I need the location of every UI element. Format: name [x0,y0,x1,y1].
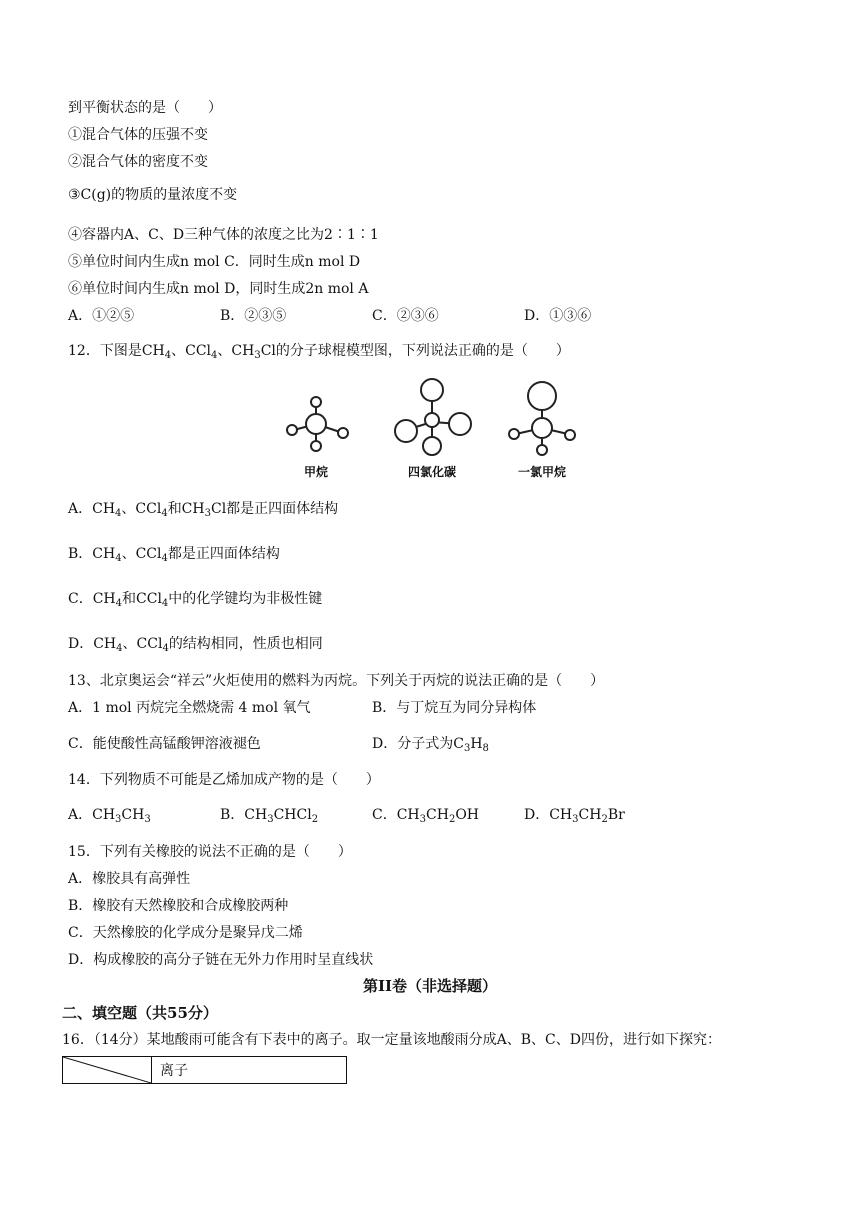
q14-option-b: B．$CH_3CHCl_2$ [220,807,319,825]
q15-option-d: D．构成橡胶的高分子链在无外力作用时呈直线状 [68,952,374,968]
methane-model [287,397,348,451]
q15-option-a: A．橡胶具有高弹性 [68,871,191,887]
ion-table [62,1056,347,1084]
q16-stem: 16．（14分）某地酸雨可能含有下表中的离子。取一定量该地酸雨分成A、B、C、D四份，进行如下探究： [62,1032,721,1048]
q15-option-c: C．天然橡胶的化学成分是聚异戊二烯 [68,925,303,941]
part2-title: 第II卷（非选择题） [362,977,498,995]
q12-option-a: A．$CH_4$、CCl$_4$和$CH_3Cl$都是正四面体结构 [68,501,339,519]
q14-option-d: D．$CH_3CH_2Br$ [524,807,625,825]
q11-item-4: ④容器内A、C、D三种气体的浓度之比为2∶1∶1 [68,227,379,243]
ch3cl-label: 一氯甲烷 [517,465,567,479]
q14-stem: 14．下列物质不可能是乙烯加成产物的是（ ） [68,772,380,788]
q14-option-a: A．$CH_3CH_3$ [68,807,151,825]
q11-option-a: A．①②⑤ [68,308,135,324]
q15-option-b: B．橡胶有天然橡胶和合成橡胶两种 [68,898,289,914]
ion-table-diagonal-cell [63,1057,152,1084]
q11-item-2: ②混合气体的密度不变 [68,154,208,170]
methane-label: 甲烷 [303,465,329,479]
q14-option-c: C．$CH_3CH_2OH$ [372,807,479,825]
section2-heading: 二、填空题（共55分） [62,1004,218,1022]
q11-option-b: B．②③⑤ [220,308,287,324]
q13-option-a: A．1 mol 丙烷完全燃烧需 4 mol 氧气 [68,700,311,716]
q13-option-b: B．与丁烷互为同分异构体 [372,700,537,716]
q12-option-c: C．$CH_4$和CCl$_4$中的化学键均为非极性键 [68,591,323,609]
ch3cl-model [509,382,575,455]
q11-stem-tail: 到平衡状态的是（ ） [68,100,222,116]
q15-stem: 15．下列有关橡胶的说法不正确的是（ ） [68,844,352,860]
q13-option-d: D．分子式为$C_3H_8$ [372,736,489,754]
q11-item-5: ⑤单位时间内生成n mol C．同时生成n mol D [68,254,361,270]
q11-item-1: ①混合气体的压强不变 [68,127,208,143]
q13-stem: 13、北京奥运会“祥云”火炬使用的燃料为丙烷。下列关于丙烷的说法正确的是（ ） [68,673,605,689]
q11-item-3: ③C(g)的物质的量浓度不变 [68,187,238,203]
q12-stem: 12．下图是$CH_4$、CCl$_4$、$CH_3Cl$的分子球棍模型图，下列说法正确的是（ ） [68,343,570,361]
q12-option-b: B．$CH_4$、CCl$_4$都是正四面体结构 [68,546,280,564]
molecule-models-figure [276,376,596,480]
q11-option-c: C．②③⑥ [372,308,439,324]
ccl4-label: 四氯化碳 [407,465,457,479]
q12-option-d: D．$CH_4$、CCl$_4$的结构相同，性质也相同 [68,636,323,654]
ion-table-header: 离子 [152,1057,347,1084]
ccl4-model [395,379,471,455]
q13-option-c: C．能使酸性高锰酸钾溶液褪色 [68,736,261,752]
q11-option-d: D．①③⑥ [524,308,592,324]
diagonal-line [63,1057,151,1083]
q11-item-6: ⑥单位时间内生成n mol D，同时生成2n mol A [68,281,369,297]
